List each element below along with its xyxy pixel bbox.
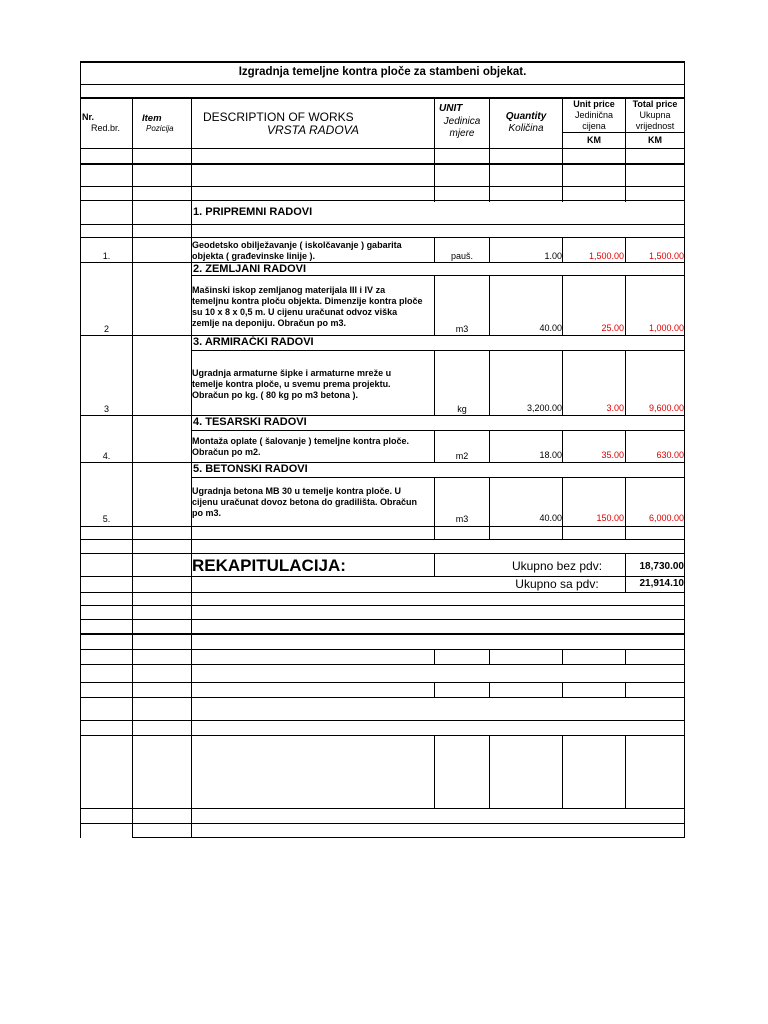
grid-line [80,649,685,650]
grid-line [434,477,435,540]
grid-line [80,61,81,838]
grid-line [80,335,685,336]
grid-line [562,649,563,665]
recap-title: REKAPITULACIJA: [192,556,346,575]
section-title: 3. ARMIRAČKI RADOVI [193,336,314,348]
item-total-price: 6,000.00 [648,513,684,523]
grid-line [562,132,685,133]
total-with-vat-label: Ukupno sa pdv: [515,577,599,591]
col-item-subheader: Pozicija [146,124,174,133]
grid-line [434,649,435,665]
item-unit-price: 1,500.00 [588,251,624,261]
item-unit-price: 150.00 [596,513,624,523]
grid-line [80,633,685,635]
grid-line [132,97,133,838]
grid-line [80,592,685,593]
col-description-header: DESCRIPTION OF WORKS [203,110,354,124]
section-title: 1. PRIPREMNI RADOVI [193,206,313,218]
grid-line [191,97,192,838]
grid-line [132,837,685,838]
item-number: 5. [102,514,111,524]
grid-line [434,553,435,577]
col-quantity-subheader: Količina [508,123,544,134]
grid-line [489,477,490,540]
grid-line [625,649,626,665]
item-number: 3 [103,404,109,414]
grid-line [80,735,685,736]
col-description-subheader: VRSTA RADOVA [267,123,360,137]
item-quantity: 3,200.00 [526,403,562,413]
grid-line [80,415,685,416]
item-unit: pauš. [450,251,474,261]
grid-line [191,275,685,276]
grid-line [80,61,685,63]
item-total-price: 630.00 [656,450,684,460]
total-with-vat-value: 21,914.10 [639,578,684,589]
item-total-price: 1,500.00 [648,251,684,261]
item-description: Ugradnja armaturne šipke i armaturne mreže u temelje kontra ploče, u svemu prema projektu. Obračun po kg. ( 80 kg po m3 betona ). [192,368,392,400]
item-unit-price: 25.00 [601,323,624,333]
item-quantity: 40.00 [539,513,562,523]
document-title: Izgradnja temeljne kontra ploče za stambeni objekat. [238,66,527,78]
col-unit-header: UNIT [439,103,463,114]
item-unit-price: 3.00 [606,403,624,413]
grid-line [80,808,685,809]
item-unit-price: 35.00 [601,450,624,460]
grid-line [80,619,685,620]
item-unit: kg [457,404,467,414]
grid-line [80,148,685,149]
grid-line [80,664,685,665]
currency-label: KM [648,135,662,145]
grid-line [80,237,685,238]
grid-line [80,200,685,201]
section-title: 4. TESARSKI RADOVI [193,416,307,428]
item-description: Montaža oplate ( šalovanje ) temeljne kontra ploče. Obračun po m2. [192,436,410,457]
grid-line [625,682,626,698]
col-total-price-header: Total price [632,99,678,109]
col-item-header: Item [142,113,162,124]
grid-line [80,539,685,540]
grid-line [684,61,685,838]
grid-line [80,462,685,463]
item-unit: m3 [455,514,469,524]
grid-line [80,697,685,698]
item-total-price: 1,000.00 [648,323,684,333]
col-unit-price-subheader-1: Jedinična [574,110,614,120]
grid-line [489,735,490,809]
col-total-price-subheader-1: Ukupna [639,110,671,120]
grid-line [80,553,685,554]
grid-line [434,682,435,698]
grid-line [191,430,685,431]
grid-line [489,649,490,665]
item-number: 4. [102,451,111,461]
item-unit: m3 [455,324,469,334]
item-description: Geodetsko obilježavanje ( iskolčavanje ) gabarita objekta ( građevinske linije ). [192,240,402,261]
grid-line [80,526,685,527]
item-number: 1. [102,251,111,261]
grid-line [80,823,685,824]
grid-line [80,605,685,606]
grid-line [80,84,685,85]
grid-line [80,262,685,263]
grid-line [191,350,685,351]
col-unit-subheader-1: Jedinica [443,116,481,127]
col-unit-subheader-2: mjere [449,128,475,139]
col-total-price-subheader-2: vrijednost [635,121,675,131]
col-unit-price-header: Unit price [573,99,615,109]
item-quantity: 18.00 [539,450,562,460]
item-total-price: 9,600.00 [648,403,684,413]
grid-line [191,477,685,478]
grid-line [80,682,685,683]
section-title: 2. ZEMLJANI RADOVI [193,263,307,275]
col-nr-header: Nr. [82,112,95,122]
currency-label: KM [587,135,601,145]
grid-line [80,186,685,187]
col-quantity-header: Quantity [505,111,547,122]
grid-line [434,735,435,809]
grid-line [80,720,685,721]
item-description: Mašinski iskop zemljanog materijala III i IV za temeljnu kontra ploču objekta. Dimenzije kontra ploče su 10 x 8 x 0,5 m. U cijenu uračunat odvoz viška zemlje na deponiju. Obračun po m3. [192,285,423,328]
item-number: 2 [103,324,109,334]
grid-line [489,682,490,698]
item-quantity: 1.00 [544,251,562,261]
section-title: 5. BETONSKI RADOVI [193,463,308,475]
item-description: Ugradnja betona MB 30 u temelje kontra ploče. U cijenu uračunat dovoz betona do gradilišta. Obračun po m3. [192,486,418,518]
grid-line [80,163,685,165]
col-unit-price-subheader-2: cijena [582,121,606,131]
grid-line [80,224,685,225]
grid-line [625,735,626,809]
grid-line [562,477,563,540]
total-without-vat-value: 18,730.00 [639,561,684,572]
total-without-vat-label: Ukupno bez pdv: [511,559,603,573]
item-unit: m2 [455,451,469,461]
grid-line [625,477,626,540]
grid-line [562,682,563,698]
item-quantity: 40.00 [539,323,562,333]
col-nr-subheader: Red.br. [91,123,121,133]
grid-line [434,97,435,202]
grid-line [562,735,563,809]
